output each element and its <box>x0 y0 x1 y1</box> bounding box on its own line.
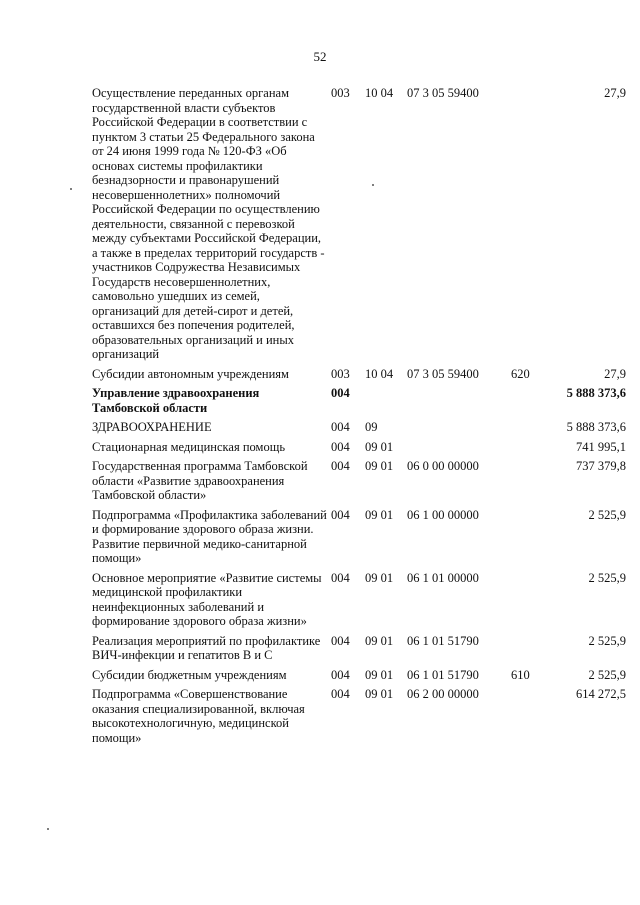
row-section-code: 10 04 <box>365 366 394 381</box>
table-row <box>92 508 626 571</box>
scan-speck <box>47 828 49 830</box>
row-admin-code: 004 <box>331 633 350 648</box>
row-amount: 614 272,5 <box>576 687 626 701</box>
row-target-code: 06 1 01 51790 <box>407 667 479 682</box>
row-target-code <box>407 420 511 440</box>
scan-speck <box>70 188 72 190</box>
row-expense-type <box>511 420 541 440</box>
row-section-code: 09 01 <box>365 459 394 473</box>
row-name: Осуществление переданных органам государственной власти субъектов Российской Федерации в соответствии с пунктом 3 статьи 25 Федерального закона от 24 июня 1999 года № 120-ФЗ «Об основах системы профилактики безнадзорности и правонарушений несовершеннолетних» полномочий Российской Федерации по осуществлению деятельности, связанной с перевозкой между субъектами Российской Федерации, а также в пределах территорий государств - участников Содружества Независимых Государств несовершеннолетних, самовольно ушедших из семей, организаций для детей-сирот и детей, оставшихся без попечения родителей, образовательных организаций и иных организаций <box>92 86 325 361</box>
row-name: Основное мероприятие «Развитие системы медицинской профилактики неинфекционных заболеваний и формирование здорового образа жизни» <box>92 570 322 628</box>
table-row <box>92 459 626 508</box>
row-amount: 2 525,9 <box>588 667 626 682</box>
row-amount: 27,9 <box>604 366 626 381</box>
table-row <box>92 634 626 668</box>
table-row <box>92 571 626 634</box>
row-section-code: 09 01 <box>365 667 394 682</box>
row-section-code: 10 04 <box>365 86 394 100</box>
table-row <box>92 86 626 367</box>
row-section-code: 09 01 <box>365 507 394 522</box>
row-name: Реализация мероприятий по профилактике ВИЧ-инфекции и гепатитов В и С <box>92 633 321 662</box>
row-amount: 2 525,9 <box>588 507 626 522</box>
row-name: Управление здравоохранения Тамбовской области <box>92 386 260 415</box>
row-name: Государственная программа Тамбовской области «Развитие здравоохранения Тамбовской области» <box>92 459 308 502</box>
row-name: Подпрограмма «Совершенствование оказания специализированной, включая высокотехнологичную, медицинской помощи» <box>92 687 305 745</box>
row-amount: 27,9 <box>604 86 626 100</box>
row-expense-type <box>511 687 541 745</box>
row-target-code: 06 0 00 00000 <box>407 459 479 473</box>
row-expense-type <box>511 634 541 668</box>
row-section-code: 09 <box>365 420 378 434</box>
budget-table <box>92 86 626 745</box>
row-expense-type <box>511 508 541 571</box>
row-admin-code: 004 <box>331 386 350 400</box>
row-amount: 737 379,8 <box>576 459 626 473</box>
row-target-code: 06 2 00 00000 <box>407 687 479 701</box>
row-name: Подпрограмма «Профилактика заболеваний и формирование здорового образа жизни. Развитие первичной медико-санитарной помощи» <box>92 507 327 565</box>
row-amount: 2 525,9 <box>588 570 626 585</box>
row-target-code: 07 3 05 59400 <box>407 86 479 100</box>
row-expense-type <box>511 459 541 508</box>
table-row <box>92 420 626 440</box>
row-expense-type <box>511 386 541 420</box>
table-row <box>92 687 626 745</box>
row-section-code: 09 01 <box>365 570 394 585</box>
row-admin-code: 004 <box>331 667 350 682</box>
row-admin-code: 003 <box>331 86 350 100</box>
row-target-code <box>407 440 511 460</box>
row-admin-code: 004 <box>331 570 350 585</box>
row-section-code: 09 01 <box>365 687 394 701</box>
table-row <box>92 367 626 387</box>
table-row <box>92 668 626 688</box>
row-expense-type: 610 <box>511 667 530 682</box>
row-name: Субсидии автономным учреждениям <box>92 366 289 381</box>
row-expense-type <box>511 86 541 367</box>
row-admin-code: 003 <box>331 366 350 381</box>
row-expense-type: 620 <box>511 366 530 381</box>
row-expense-type <box>511 571 541 634</box>
row-admin-code: 004 <box>331 687 350 701</box>
row-amount: 5 888 373,6 <box>566 386 626 400</box>
table-row <box>92 440 626 460</box>
row-section-code <box>365 386 407 420</box>
row-name: Субсидии бюджетным учреждениям <box>92 667 287 682</box>
row-admin-code: 004 <box>331 459 350 473</box>
row-admin-code: 004 <box>331 420 350 434</box>
row-name: ЗДРАВООХРАНЕНИЕ <box>92 420 212 434</box>
row-name: Стационарная медицинская помощь <box>92 439 286 454</box>
row-expense-type <box>511 440 541 460</box>
page-number: 52 <box>313 49 327 64</box>
row-admin-code: 004 <box>331 439 350 454</box>
row-target-code: 06 1 01 00000 <box>407 570 479 585</box>
row-section-code: 09 01 <box>365 439 394 454</box>
row-amount: 5 888 373,6 <box>566 420 626 434</box>
row-amount: 2 525,9 <box>588 633 626 648</box>
table-row <box>92 386 626 420</box>
scan-speck <box>372 184 374 186</box>
row-target-code <box>407 386 511 420</box>
row-target-code: 07 3 05 59400 <box>407 366 479 381</box>
row-section-code: 09 01 <box>365 633 394 648</box>
row-target-code: 06 1 00 00000 <box>407 507 479 522</box>
row-target-code: 06 1 01 51790 <box>407 633 479 648</box>
row-admin-code: 004 <box>331 507 350 522</box>
row-amount: 741 995,1 <box>576 439 626 454</box>
